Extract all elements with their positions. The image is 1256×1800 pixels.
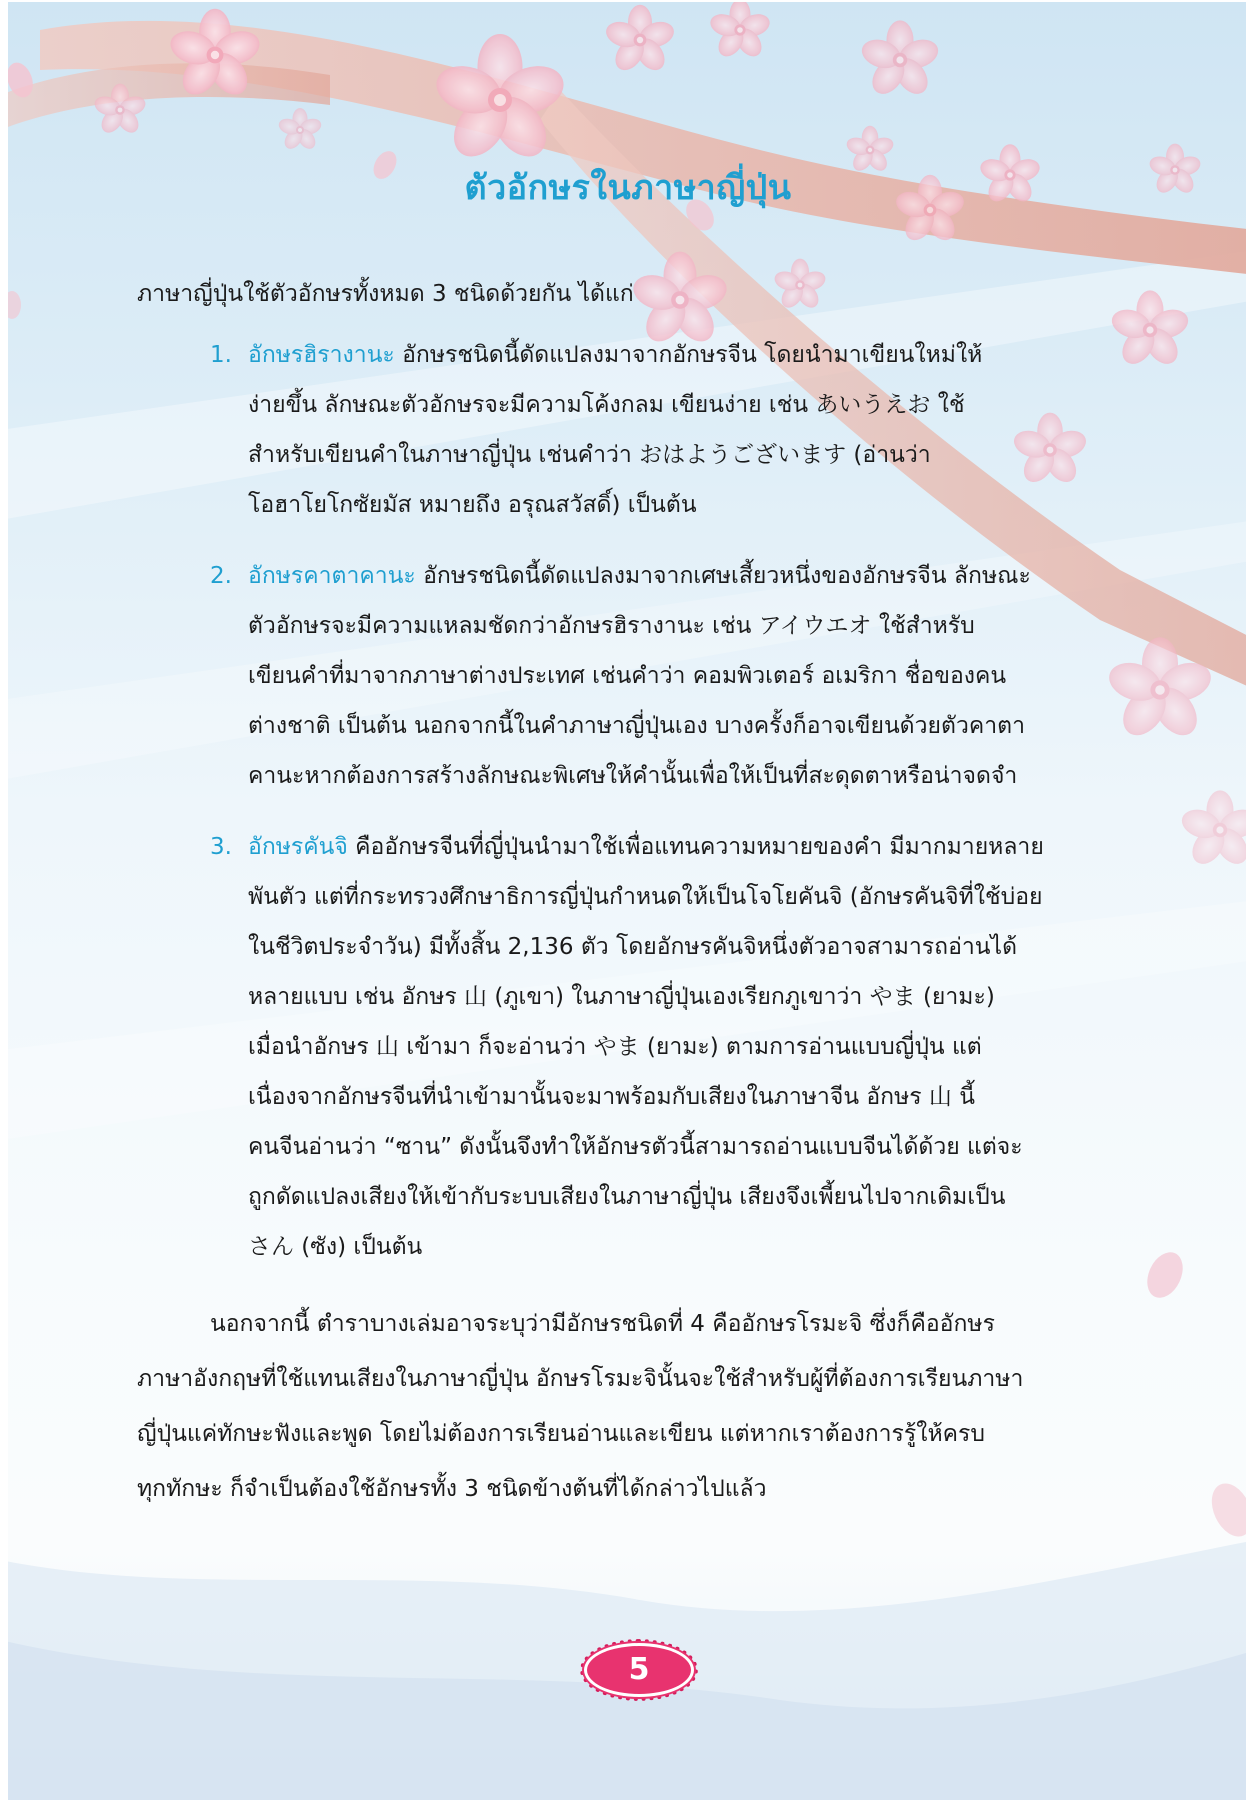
item-line — [248, 342, 1110, 370]
item-term: อักษรคาตาคานะ — [248, 563, 416, 589]
item-number: 1. — [210, 342, 232, 368]
intro-paragraph: ภาษาญี่ปุ่นใช้ตัวอักษรทั้งหมด 3 ชนิดด้วยกัน ได้แก่ — [137, 281, 634, 307]
page-number: 5 — [628, 1652, 650, 1687]
item-line: คานะหากต้องการสร้างลักษณะพิเศษให้คำนั้นเพื่อให้เป็นที่สะดุดตาหรือน่าจดจำ — [248, 763, 1018, 789]
item-line: เนื่องจากอักษรจีนที่นำเข้ามานั้นจะมาพร้อมกับเสียงในภาษาจีน อักษร 山 นี้ — [248, 1084, 975, 1110]
item-line: สำหรับเขียนคำในภาษาญี่ปุ่น เช่นคำว่า おはようございます (อ่านว่า — [248, 442, 931, 468]
item-line: ต่างชาติ เป็นต้น นอกจากนี้ในคำภาษาญี่ปุ่นเอง บางครั้งก็อาจเขียนด้วยตัวคาตา — [248, 713, 1026, 739]
item-line-text: คืออักษรจีนที่ญี่ปุ่นนำมาใช้เพื่อแทนความหมายของคำ มีมากมายหลาย — [347, 834, 1044, 860]
item-line: โอฮาโยโกซัยมัส หมายถึง อรุณสวัสดิ์) เป็นต้น — [248, 492, 697, 518]
item-line: พันตัว แต่ที่กระทรวงศึกษาธิการญี่ปุ่นกำหนดให้เป็นโจโยคันจิ (อักษรคันจิที่ใช้บ่อย — [248, 884, 1043, 910]
page-title: ตัวอักษรในภาษาญี่ปุ่น — [464, 168, 792, 208]
item-line: เขียนคำที่มาจากภาษาต่างประเทศ เช่นคำว่า คอมพิวเตอร์ อเมริกา ชื่อของคน — [248, 663, 1007, 689]
item-line: ถูกดัดแปลงเสียงให้เข้ากับระบบเสียงในภาษาญี่ปุ่น เสียงจึงเพี้ยนไปจากเดิมเป็น — [248, 1184, 1006, 1210]
outro-paragraph-line: ญี่ปุ่นแค่ทักษะฟังและพูด โดยไม่ต้องการเรียนอ่านและเขียน แต่หากเราต้องการรู้ให้ครบ — [137, 1421, 985, 1447]
item-line — [248, 834, 1110, 862]
item-line: หลายแบบ เช่น อักษร 山 (ภูเขา) ในภาษาญี่ปุ่นเองเรียกภูเขาว่า やま (ยามะ) — [248, 984, 995, 1010]
item-line: ในชีวิตประจำวัน) มีทั้งสิ้น 2,136 ตัว โดยอักษรคันจิหนึ่งตัวอาจสามารถอ่านได้ — [248, 934, 1018, 960]
item-term: อักษรคันจิ — [248, 834, 348, 860]
item-line: さん (ซัง) เป็นต้น — [248, 1234, 423, 1260]
item-number: 2. — [210, 563, 232, 589]
item-line-text: อักษรชนิดนี้ดัดแปลงมาจากเศษเสี้ยวหนึ่งของอักษรจีน ลักษณะ — [415, 563, 1031, 589]
item-line: เมื่อนำอักษร 山 เข้ามา ก็จะอ่านว่า やま (ยามะ) ตามการอ่านแบบญี่ปุ่น แต่ — [248, 1034, 982, 1060]
item-line: คนจีนอ่านว่า “ซาน” ดังนั้นจึงทำให้อักษรตัวนี้สามารถอ่านแบบจีนได้ด้วย แต่จะ — [248, 1134, 1023, 1160]
outro-paragraph-line: ภาษาอังกฤษที่ใช้แทนเสียงในภาษาญี่ปุ่น อักษรโรมะจินั้นจะใช้สำหรับผู้ที่ต้องการเรียนภาษา — [137, 1366, 1024, 1392]
item-line: ง่ายขึ้น ลักษณะตัวอักษรจะมีความโค้งกลม เขียนง่าย เช่น あいうえお ใช้ — [248, 392, 965, 418]
item-term: อักษรฮิรางานะ — [248, 342, 395, 368]
outro-paragraph-line: ทุกทักษะ ก็จำเป็นต้องใช้อักษรทั้ง 3 ชนิดข้างต้นที่ได้กล่าวไปแล้ว — [137, 1476, 767, 1502]
item-line: ตัวอักษรจะมีความแหลมชัดกว่าอักษรฮิรางานะ เช่น アイウエオ ใช้สำหรับ — [248, 613, 975, 639]
item-line-text: อักษรชนิดนี้ดัดแปลงมาจากอักษรจีน โดยนำมาเขียนใหม่ให้ — [394, 342, 983, 368]
item-number: 3. — [210, 834, 232, 860]
item-line — [248, 563, 1110, 591]
outro-paragraph-line: นอกจากนี้ ตำราบางเล่มอาจระบุว่ามีอักษรชนิดที่ 4 คืออักษรโรมะจิ ซึ่งก็คืออักษร — [210, 1311, 995, 1337]
